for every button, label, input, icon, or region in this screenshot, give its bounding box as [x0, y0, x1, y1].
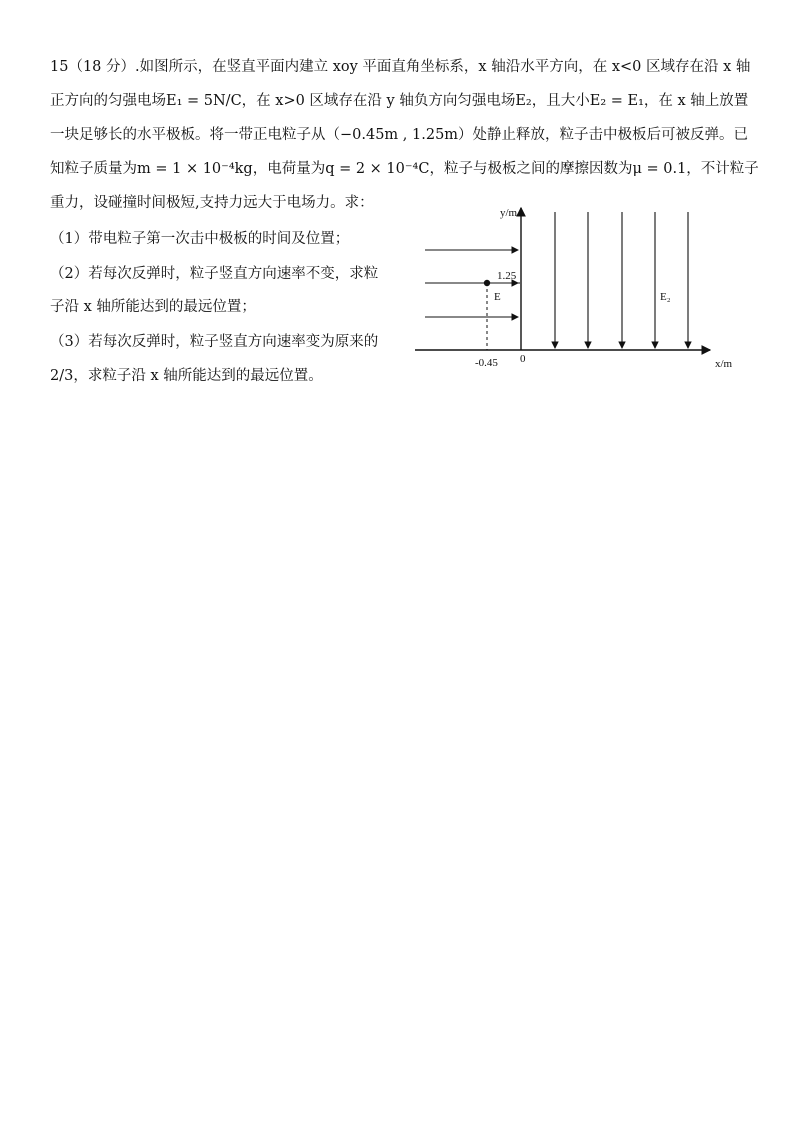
origin-label: 0 [520, 353, 526, 365]
question-2-line-1: （2）若每次反弹时，粒子竖直方向速率不变，求粒 [50, 266, 379, 282]
problem-line-3: 一块足够长的水平极板。将一带正电粒子从（−0.45m , 1.25m）处静止释放，粒子击中极板后可被反弹。已 [50, 127, 749, 143]
question-3-line-1: （3）若每次反弹时，粒子竖直方向速率变为原来的 [50, 334, 379, 350]
problem-line-2: 正方向的匀强电场E₁ = 5N/C，在 x>0 区域存在沿 y 轴负方向匀强电场E₂，且大小E₂ = E₁，在 x 轴上放置 [50, 93, 749, 109]
e-field-label: E [494, 291, 501, 303]
particle-dot [484, 280, 490, 286]
problem-line-1: 15（18 分）.如图所示，在竖直平面内建立 xoy 平面直角坐标系，x 轴沿水平方向，在 x<0 区域存在沿 x 轴 [50, 59, 751, 75]
y-value-label: 1.25 [497, 270, 517, 282]
question-2-line-2: 子沿 x 轴所能达到的最远位置； [50, 299, 256, 315]
question-1: （1）带电粒子第一次击中极板的时间及位置； [50, 231, 350, 247]
x-axis-label: x/m [715, 358, 733, 370]
problem-line-4: 知粒子质量为m = 1 × 10⁻⁴kg，电荷量为q = 2 × 10⁻⁴C，粒子与极板之间的摩擦因数为μ = 0.1，不计粒子 [50, 161, 759, 177]
field-diagram [410, 200, 760, 380]
x-value-label: -0.45 [475, 357, 498, 369]
problem-line-5: 重力，设碰撞时间极短,支持力远大于电场力。求： [50, 195, 374, 211]
y-axis-label: y/m [500, 207, 518, 219]
question-3-line-2: 2/3，求粒子沿 x 轴所能达到的最远位置。 [50, 368, 323, 384]
e2-field-label: E₂ [660, 291, 671, 303]
